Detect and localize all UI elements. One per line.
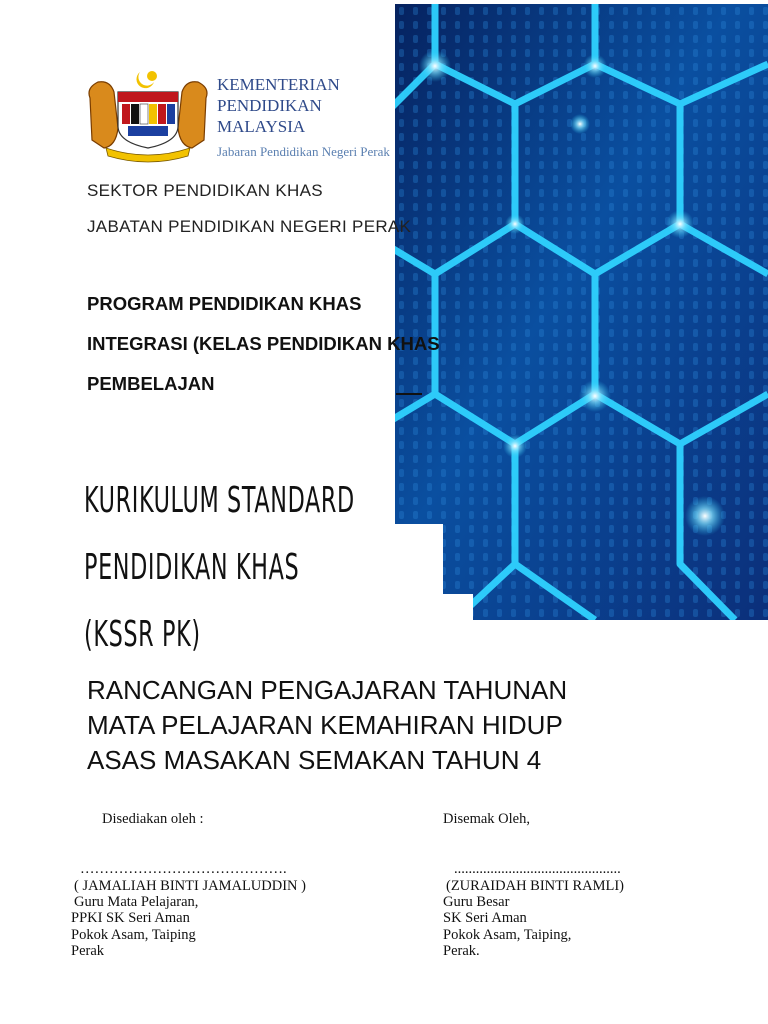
checked-address: Pokok Asam, Taiping,	[443, 927, 572, 943]
program-line-1: PROGRAM PENDIDIKAN KHAS	[87, 293, 362, 314]
prepared-role: Guru Mata Pelajaran,	[74, 894, 199, 910]
program-line-2: INTEGRASI (KELAS PENDIDIKAN KHAS	[87, 333, 440, 354]
ministry-name-line-3: MALAYSIA	[217, 117, 306, 136]
curriculum-title-line-1: KURIKULUM STANDARD	[84, 480, 355, 521]
checked-by-label: Disemak Oleh,	[443, 811, 530, 827]
checked-signature-line: ..............................................	[454, 861, 621, 877]
prepared-state: Perak	[71, 943, 105, 959]
curriculum-title-line-2: PENDIDIKAN KHAS	[84, 547, 300, 588]
sector-line-1: SEKTOR PENDIDIKAN KHAS	[87, 181, 323, 200]
prepared-signature-line: …………………………………….	[80, 861, 287, 877]
prepared-address: Pokok Asam, Taiping	[71, 927, 196, 943]
plan-line-1: RANCANGAN PENGAJARAN TAHUNAN	[87, 675, 568, 705]
plan-line-3: ASAS MASAKAN SEMAKAN TAHUN 4	[87, 745, 542, 775]
prepared-by-label: Disediakan oleh :	[102, 811, 204, 827]
plan-line-2: MATA PELAJARAN KEMAHIRAN HIDUP	[87, 710, 563, 740]
underline-mark	[396, 393, 422, 395]
checked-school: SK Seri Aman	[443, 910, 527, 926]
checked-role: Guru Besar	[443, 894, 510, 910]
tech-hexagon-graphic	[395, 4, 768, 620]
prepared-school: PPKI SK Seri Aman	[71, 910, 190, 926]
program-line-3: PEMBELAJAN	[87, 373, 215, 394]
prepared-name: ( JAMALIAH BINTI JAMALUDDIN )	[74, 878, 306, 894]
sector-line-2: JABATAN PENDIDIKAN NEGERI PERAK	[87, 217, 412, 236]
ministry-name-line-2: PENDIDIKAN	[217, 96, 322, 115]
ministry-name-line-1: KEMENTERIAN	[217, 75, 340, 94]
checked-name: (ZURAIDAH BINTI RAMLI)	[446, 878, 625, 894]
checked-state: Perak.	[443, 943, 480, 959]
department-subtitle: Jabaran Pendidikan Negeri Perak	[217, 144, 390, 159]
curriculum-title-line-3: (KSSR PK)	[84, 614, 201, 655]
coat-of-arms-icon	[84, 68, 212, 166]
